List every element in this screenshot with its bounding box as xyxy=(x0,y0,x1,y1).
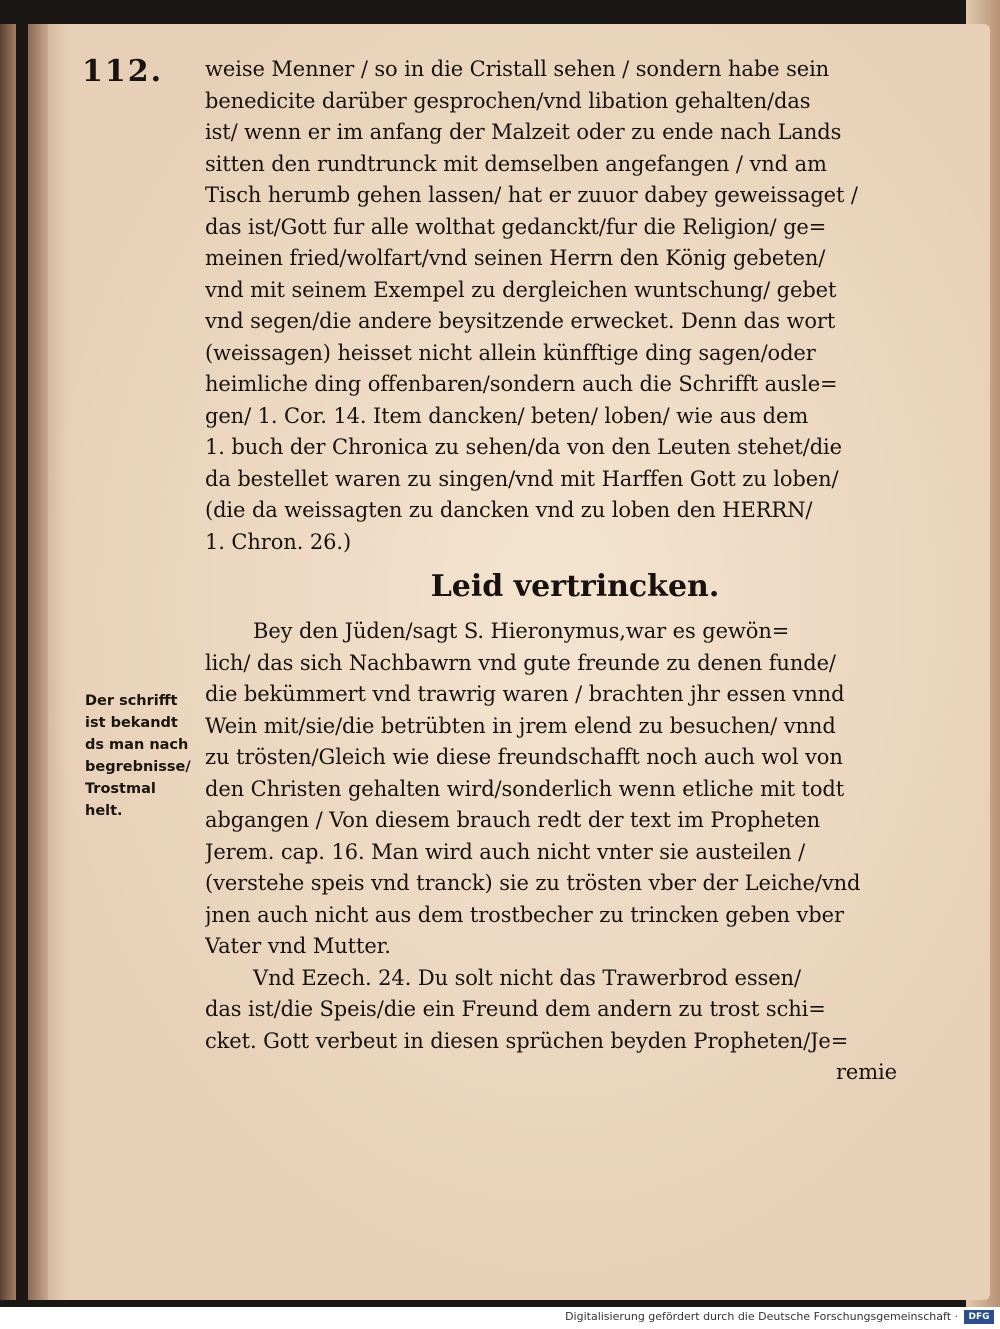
text-line: Vater vnd Mutter. xyxy=(205,934,391,958)
footer-bar xyxy=(0,1307,1000,1329)
marginal-note xyxy=(85,690,210,822)
section-heading: Leid vertrincken. xyxy=(430,569,720,604)
main-text-block xyxy=(205,54,905,1089)
text-line: 1. Chron. 26.) xyxy=(205,529,352,554)
text-line: den Christen gehalten wird/sonderlich wenn etliche mit todt xyxy=(205,776,845,801)
text-line: abgangen / Von diesem brauch redt der text im Propheten xyxy=(205,808,821,832)
marginal-line: begrebnisse/ xyxy=(85,759,191,775)
text-line: weise Menner / so in die Cristall sehen / sondern habe sein xyxy=(205,57,830,81)
text-line: 1. buch der Chronica zu sehen/da von den Leuten stehet/die xyxy=(205,435,842,459)
footer-credit: Digitalisierung gefördert durch die Deutsche Forschungsgemeinschaft · xyxy=(565,1310,958,1323)
text-line: jnen auch nicht aus dem trostbecher zu trincken geben vber xyxy=(205,902,844,927)
catchword: remie xyxy=(835,1060,897,1084)
text-line: Jerem. cap. 16. Man wird auch nicht vnter sie austeilen / xyxy=(205,839,806,864)
text-line: meinen fried/wolfart/vnd seinen Herrn den König gebeten/ xyxy=(205,246,826,270)
text-line: gen/ 1. Cor. 14. Item dancken/ beten/ loben/ wie aus dem xyxy=(205,403,809,428)
text-line: cket. Gott verbeut in diesen sprüchen beyden Propheten/Je= xyxy=(205,1028,849,1053)
text-line: (weissagen) heisset nicht allein künfftige ding sagen/oder xyxy=(205,340,816,365)
page-gutter xyxy=(28,24,48,1300)
book-spine xyxy=(0,24,16,1300)
text-line: Tisch herumb gehen lassen/ hat er zuuor dabey geweissaget / xyxy=(205,183,858,207)
text-line: (verstehe speis vnd tranck) sie zu trösten vber der Leiche/vnd xyxy=(205,871,861,895)
text-line: (die da weissagten zu dancken vnd zu loben den HERRN/ xyxy=(205,498,813,522)
text-line: vnd segen/die andere beysitzende erwecket. Denn das wort xyxy=(205,309,836,333)
text-line: die bekümmert vnd trawrig waren / brachten jhr essen vnnd xyxy=(205,682,845,706)
text-line: das ist/die Speis/die ein Freund dem andern zu trost schi= xyxy=(205,997,826,1021)
text-line: benedicite darüber gesprochen/vnd libation gehalten/das xyxy=(205,88,811,113)
marginal-line: ist bekandt xyxy=(85,715,178,731)
marginal-line: Der schrifft xyxy=(85,693,178,709)
text-line: Bey den Jüden/sagt S. Hieronymus,war es gewön= xyxy=(253,619,790,643)
marginal-line: Trostmal xyxy=(85,781,156,797)
page-number: 112. xyxy=(82,54,164,89)
marginal-line: ds man nach xyxy=(85,737,189,753)
text-line: sitten den rundtrunck mit demselben angefangen / vnd am xyxy=(205,151,827,176)
text-line: das ist/Gott fur alle wolthat gedanckt/fur die Religion/ ge= xyxy=(205,214,827,239)
text-line: lich/ das sich Nachbawrn vnd gute freunde zu denen funde/ xyxy=(205,650,836,675)
text-line: da bestellet waren zu singen/vnd mit Harffen Gott zu loben/ xyxy=(205,466,839,491)
text-line: vnd mit seinem Exempel zu dergleichen wuntschung/ gebet xyxy=(205,277,837,302)
text-line: Vnd Ezech. 24. Du solt nicht das Trawerbrod essen/ xyxy=(253,965,801,990)
text-line: ist/ wenn er im anfang der Malzeit oder zu ende nach Lands xyxy=(205,120,842,144)
text-line: Wein mit/sie/die betrübten in jrem elend zu besuchen/ vnnd xyxy=(205,713,836,738)
dfg-logo: DFG xyxy=(964,1310,994,1324)
text-line: heimliche ding offenbaren/sondern auch die Schrifft ausle= xyxy=(205,372,838,396)
marginal-line: helt. xyxy=(85,803,123,819)
text-line: zu trösten/Gleich wie diese freundschafft noch auch wol von xyxy=(205,745,843,769)
